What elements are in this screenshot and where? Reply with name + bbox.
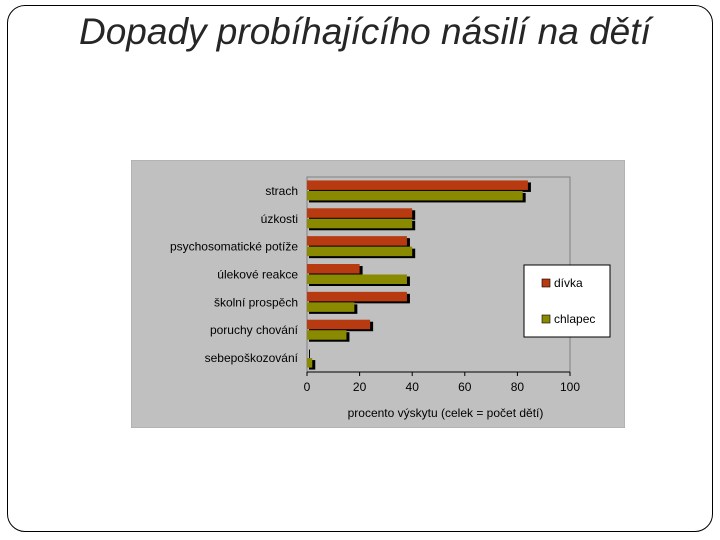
- chart: [131, 160, 625, 428]
- legend-label: dívka: [554, 276, 583, 290]
- category-label: úlekové reakce: [217, 267, 298, 282]
- slide-title: Dopady probíhajícího násilí na dětí: [79, 11, 651, 52]
- bar-dívka: [307, 208, 412, 218]
- x-axis-label: procento výskytu (celek = počet dětí): [347, 406, 544, 420]
- bar-dívka: [307, 264, 360, 274]
- category-label: strach: [265, 183, 298, 198]
- x-tick-label: 100: [559, 380, 581, 394]
- bar-chlapec: [307, 330, 346, 340]
- bar-dívka: [307, 180, 528, 190]
- bar-chlapec: [307, 302, 354, 312]
- x-tick-label: 80: [510, 380, 525, 394]
- bar-chlapec: [307, 191, 523, 201]
- bar-dívka: [307, 320, 370, 330]
- bar-shadow: [309, 350, 310, 360]
- bar-dívka: [307, 292, 407, 302]
- x-tick-label: 60: [458, 380, 472, 394]
- category-label: psychosomatické potíže: [169, 239, 298, 254]
- x-tick-label: 40: [405, 380, 419, 394]
- x-tick-label: 20: [352, 380, 367, 394]
- legend-swatch: [542, 279, 550, 287]
- category-label: školní prospěch: [213, 295, 298, 310]
- category-label: poruchy chování: [209, 323, 298, 338]
- bar-dívka: [307, 236, 407, 246]
- bar-chlapec: [307, 219, 412, 229]
- legend-swatch: [542, 315, 550, 323]
- bar-chlapec: [307, 247, 412, 257]
- chart-svg: [131, 160, 625, 428]
- category-label: úzkosti: [260, 211, 298, 226]
- bar-chlapec: [307, 358, 312, 368]
- x-tick-label: 0: [303, 380, 311, 394]
- category-label: sebepoškozování: [204, 351, 298, 366]
- bar-chlapec: [307, 275, 407, 285]
- legend-label: chlapec: [554, 312, 596, 326]
